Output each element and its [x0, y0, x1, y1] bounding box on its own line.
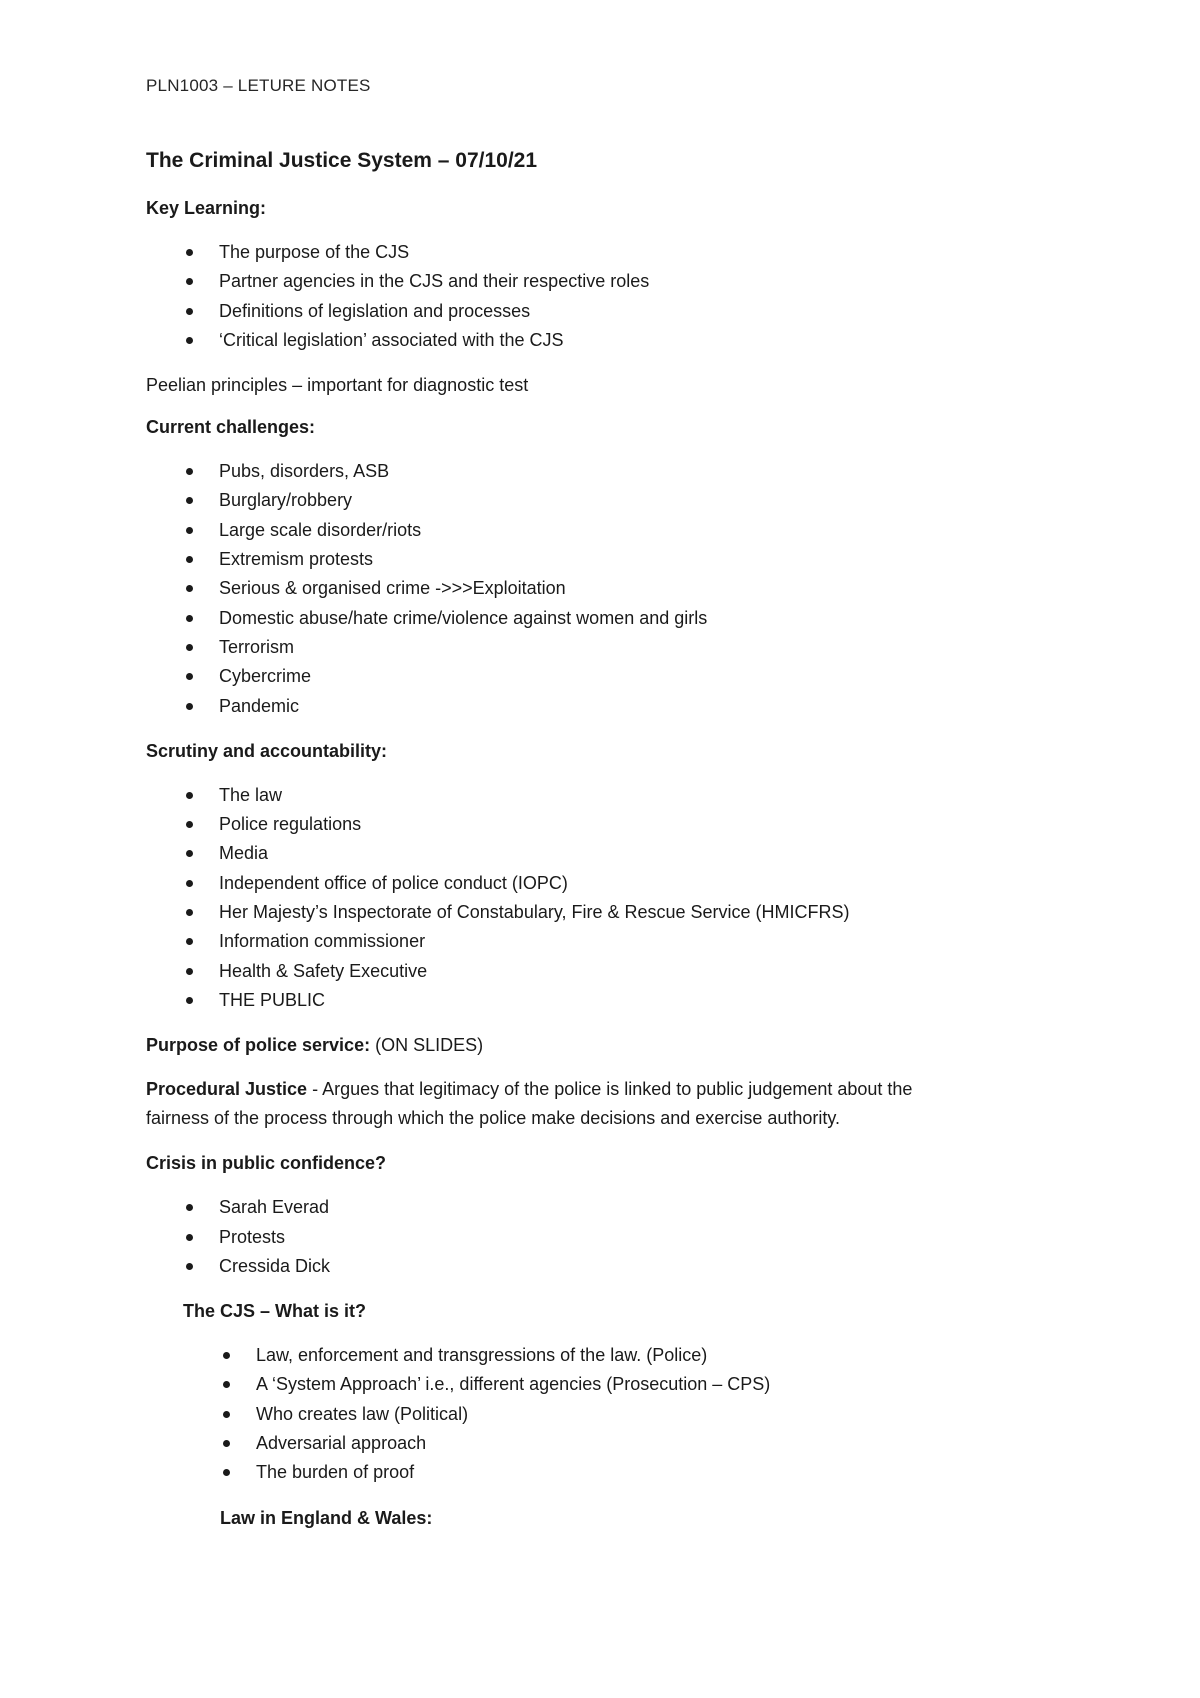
list-item-text: Police regulations — [219, 814, 362, 835]
list-item-text: Pubs, disorders, ASB — [219, 461, 390, 482]
crisis-list — [146, 1193, 1106, 1281]
list-item — [146, 574, 1106, 603]
list-item-text: ‘Critical legislation’ associated with the CJS — [219, 329, 564, 350]
current-challenges-list — [146, 457, 1106, 721]
list-item — [146, 869, 1106, 898]
list-item — [146, 927, 1106, 956]
list-item-text: The burden of proof — [256, 1462, 415, 1483]
list-item-text: Terrorism — [219, 636, 294, 657]
cjs-what-list — [183, 1341, 1106, 1487]
list-item — [146, 986, 1106, 1015]
list-item-text: Definitions of legislation and processes — [219, 300, 531, 321]
bullet-icon — [186, 308, 193, 315]
list-item — [183, 1429, 1106, 1458]
list-item-text: THE PUBLIC — [219, 989, 326, 1010]
list-item-text: Adversarial approach — [256, 1433, 427, 1454]
page-header: PLN1003 – LETURE NOTES — [146, 76, 371, 95]
list-item-text: The law — [219, 784, 283, 805]
list-item — [183, 1458, 1106, 1487]
list-item — [146, 957, 1106, 986]
list-item — [146, 898, 1106, 927]
list-item — [183, 1400, 1106, 1429]
list-item — [146, 1193, 1106, 1222]
bullet-icon — [186, 585, 193, 592]
list-item — [146, 1223, 1106, 1252]
list-item — [146, 486, 1106, 515]
bullet-icon — [186, 1204, 193, 1211]
bullet-icon — [186, 792, 193, 799]
purpose-paragraph — [146, 1033, 1106, 1057]
procedural-justice-term: Procedural Justice — [146, 1079, 308, 1100]
bullet-icon — [186, 644, 193, 651]
cjs-what-heading: The CJS – What is it? — [183, 1301, 367, 1322]
law-england-heading: Law in England & Wales: — [220, 1507, 433, 1528]
bullet-icon — [186, 938, 193, 945]
bullet-icon — [223, 1381, 230, 1388]
list-item-text: Law, enforcement and transgressions of the law. (Police) — [256, 1345, 708, 1366]
bullet-icon — [223, 1440, 230, 1447]
document-title: The Criminal Justice System – 07/10/21 — [146, 149, 538, 172]
list-item — [146, 692, 1106, 721]
list-item — [146, 238, 1106, 267]
bullet-icon — [186, 968, 193, 975]
procedural-justice-line2: fairness of the process through which the police make decisions and exercise authority. — [146, 1108, 841, 1129]
list-item — [146, 839, 1106, 868]
list-item-text: Pandemic — [219, 695, 300, 716]
key-learning-list — [146, 238, 1106, 355]
bullet-icon — [186, 556, 193, 563]
list-item-text: Information commissioner — [219, 931, 426, 952]
list-item-text: Burglary/robbery — [219, 490, 353, 511]
list-item-text: Cressida Dick — [219, 1255, 331, 1276]
bullet-icon — [186, 497, 193, 504]
bullet-icon — [186, 337, 193, 344]
list-item-text: Her Majesty’s Inspectorate of Constabulary, Fire & Rescue Service (HMICFRS) — [219, 902, 850, 923]
list-item-text: Cybercrime — [219, 666, 312, 687]
bullet-icon — [186, 850, 193, 857]
list-item — [183, 1370, 1106, 1399]
cjs-section — [183, 1299, 1106, 1529]
list-item — [146, 516, 1106, 545]
peelian-note: Peelian principles – important for diagnostic test — [146, 375, 529, 396]
bullet-icon — [186, 1234, 193, 1241]
purpose-note: (ON SLIDES) — [370, 1035, 484, 1056]
list-item-text: Extremism protests — [219, 549, 374, 570]
list-item — [146, 633, 1106, 662]
list-item — [146, 810, 1106, 839]
list-item — [146, 604, 1106, 633]
list-item — [146, 297, 1106, 326]
crisis-heading: Crisis in public confidence? — [146, 1153, 387, 1174]
key-learning-heading: Key Learning: — [146, 198, 267, 218]
scrutiny-heading: Scrutiny and accountability: — [146, 740, 388, 761]
list-item-text: Domestic abuse/hate crime/violence against women and girls — [219, 607, 708, 628]
bullet-icon — [186, 468, 193, 475]
list-item-text: A ‘System Approach’ i.e., different agencies (Prosecution – CPS) — [256, 1374, 771, 1395]
list-item-text: Large scale disorder/riots — [219, 519, 422, 540]
list-item — [146, 781, 1106, 810]
bullet-icon — [186, 821, 193, 828]
list-item — [146, 1252, 1106, 1281]
bullet-icon — [186, 527, 193, 534]
bullet-icon — [186, 673, 193, 680]
list-item — [146, 267, 1106, 296]
list-item-text: Sarah Everad — [219, 1197, 330, 1218]
current-challenges-heading: Current challenges: — [146, 417, 316, 438]
list-item-text: Serious & organised crime ->>>Exploitation — [219, 578, 566, 599]
list-item — [146, 326, 1106, 355]
bullet-icon — [223, 1469, 230, 1476]
document-body — [146, 148, 1106, 1548]
bullet-icon — [186, 278, 193, 285]
bullet-icon — [186, 909, 193, 916]
purpose-heading: Purpose of police service: — [146, 1035, 371, 1056]
list-item — [146, 457, 1106, 486]
list-item-text: Health & Safety Executive — [219, 960, 428, 981]
list-item-text: The purpose of the CJS — [219, 242, 410, 262]
bullet-icon — [186, 249, 193, 256]
bullet-icon — [223, 1411, 230, 1418]
list-item-text: Partner agencies in the CJS and their respective roles — [219, 271, 650, 292]
bullet-icon — [186, 880, 193, 887]
list-item — [183, 1341, 1106, 1370]
bullet-icon — [186, 997, 193, 1004]
procedural-justice-line1: - Argues that legitimacy of the police is linked to public judgement about the — [307, 1079, 913, 1100]
list-item-text: Independent office of police conduct (IOPC) — [219, 872, 568, 893]
list-item-text: Media — [219, 843, 269, 864]
bullet-icon — [186, 703, 193, 710]
bullet-icon — [186, 615, 193, 622]
bullet-icon — [186, 1263, 193, 1270]
list-item-text: Protests — [219, 1226, 286, 1247]
list-item-text: Who creates law (Political) — [256, 1403, 469, 1424]
bullet-icon — [223, 1352, 230, 1359]
scrutiny-list — [146, 781, 1106, 1015]
procedural-justice-paragraph — [146, 1075, 1106, 1133]
list-item — [146, 545, 1106, 574]
list-item — [146, 662, 1106, 691]
